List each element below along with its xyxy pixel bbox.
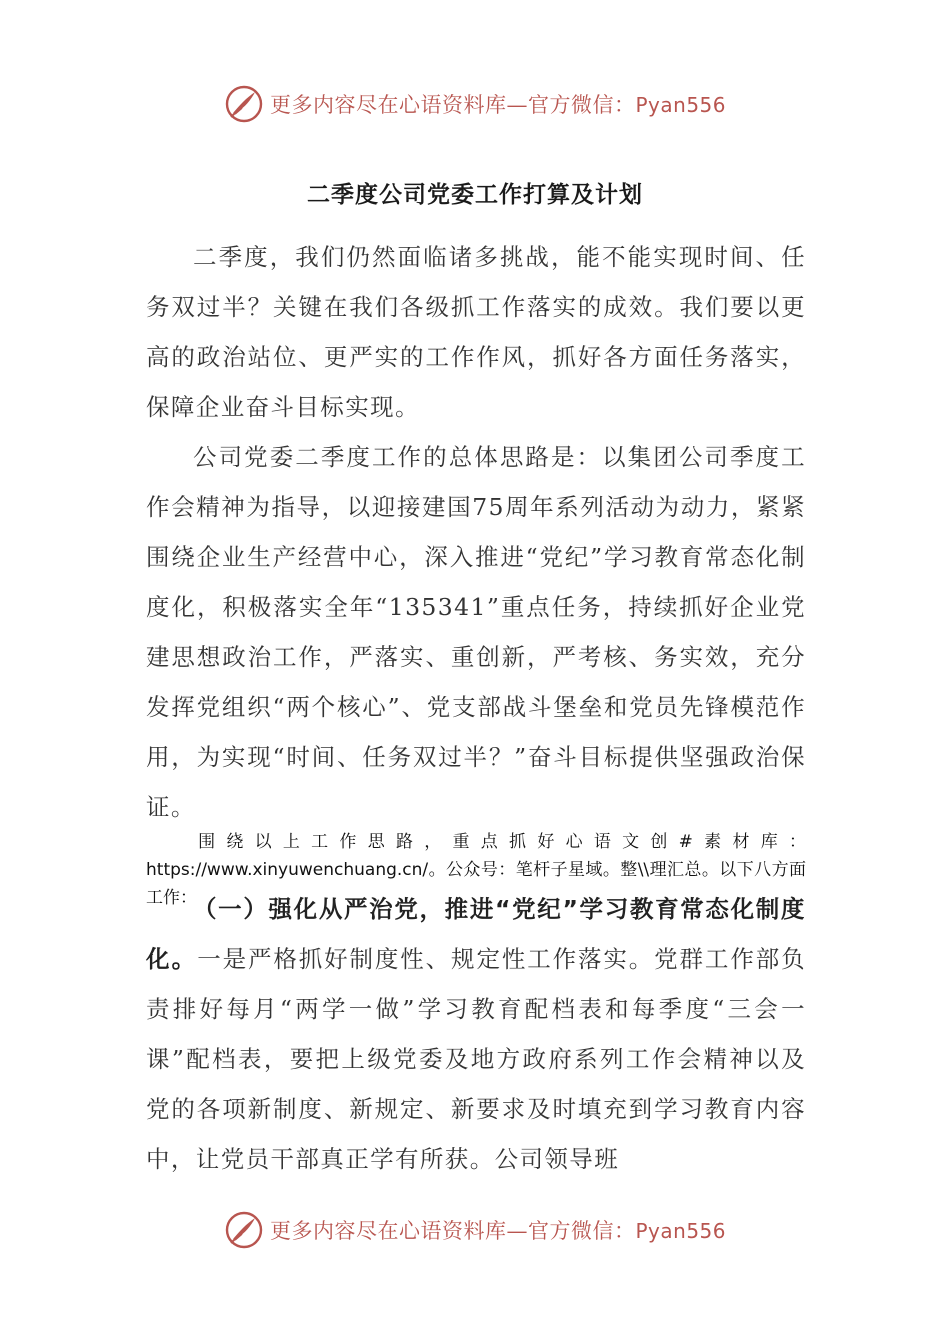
quill-logo-icon [224, 1210, 264, 1250]
paragraph-overall-approach: 公司党委二季度工作的总体思路是：以集团公司季度工作会精神为指导，以迎接建国75周年系列活动为动力，紧紧围绕企业生产经营中心，深入推进“党纪”学习教育常态化制度化，积极落实全年“135341”重点任务，持续抓好企业党建思想政治工作，严落实、重创新，严考核、务实效，充分发挥党组织“两个核心”、党支部战斗堡垒和党员先锋模范作用，为实现“时间、任务双过半？”奋斗目标提供坚强政治保证。 [146, 443, 806, 821]
banner-account: Pyan556 [635, 1219, 726, 1243]
paragraph-intro: 二季度，我们仍然面临诸多挑战，能不能实现时间、任务双过半？关键在我们各级抓工作落实的成效。我们要以更高的政治站位、更严实的工作作风，抓好各方面任务落实，保障企业奋斗目标实现。 [146, 243, 806, 421]
document-title: 二季度公司党委工作打算及计划 [307, 182, 643, 208]
section-1-heading: （一）强化从严治党，推进“党纪”学习教育常态化制度化。 [146, 895, 806, 973]
footer-watermark-banner [0, 1208, 950, 1252]
quill-logo-icon [224, 84, 264, 124]
banner-text: 更多内容尽在心语资料库—官方微信：Pyan556 [269, 1219, 726, 1243]
banner-account: Pyan556 [635, 93, 726, 117]
header-watermark-banner [0, 82, 950, 126]
banner-text: 更多内容尽在心语资料库—官方微信：Pyan556 [269, 93, 726, 117]
section-1-text: 一是严格抓好制度性、规定性工作落实。党群工作部负责排好每月“两学一做”学习教育配档表和每季度“三会一课”配档表，要把上级党委及地方政府系列工作会精神以及党的各项新制度、新规定、新要求及时填充到学习教育内容中，让党员干部真正学有所获。公司领导班 [146, 945, 806, 1173]
section-1 [146, 884, 806, 1184]
source-notice-text: 围绕以上工作思路，重点抓好心语文创#素材库：https://www.xinyuwenchuang.cn/。公众号：笔杆子星域。整\\理汇总。以下八方面工作： [146, 832, 806, 908]
